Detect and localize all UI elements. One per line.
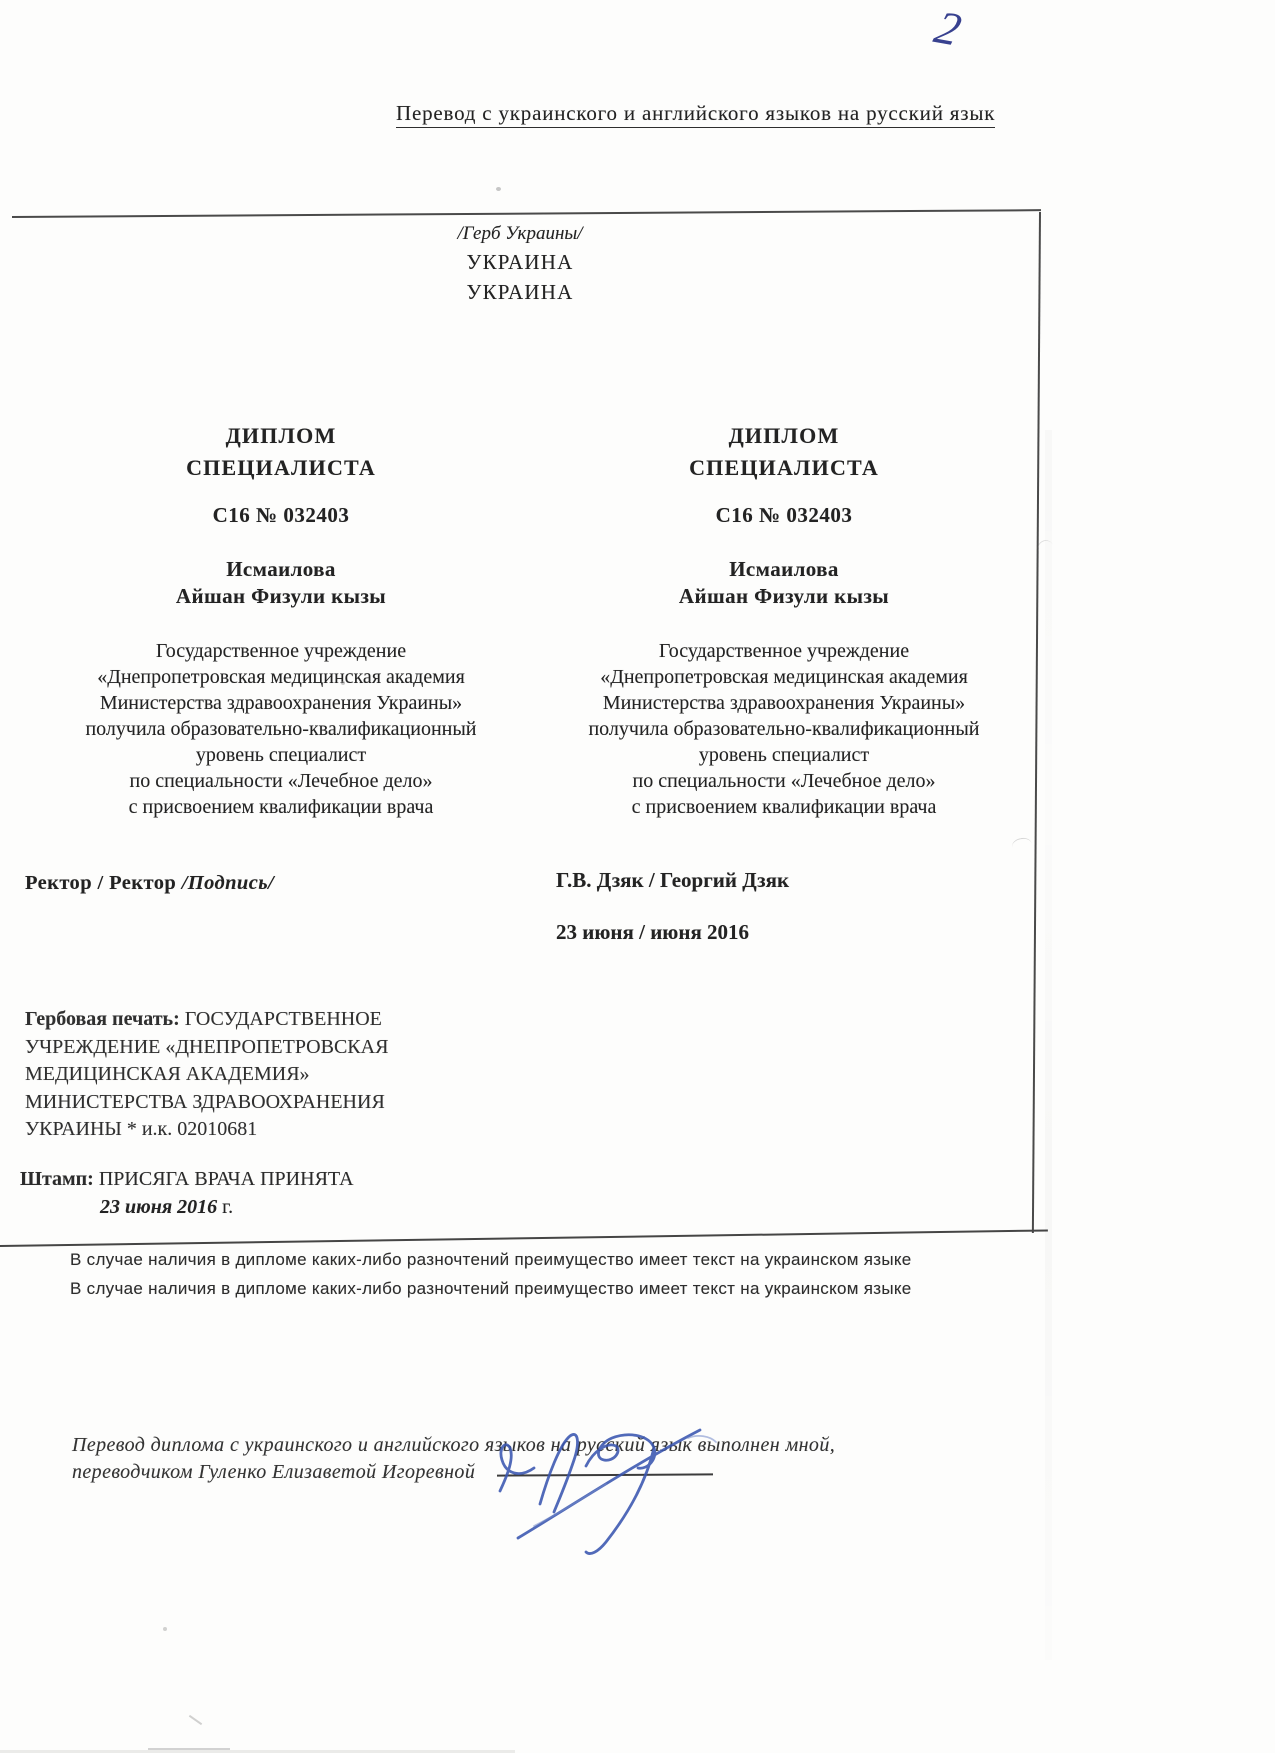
scan-speck xyxy=(341,681,345,685)
diploma-box-border-top xyxy=(12,209,1041,218)
rector-label: Ректор / Ректор xyxy=(25,872,177,894)
translation-direction-text: Перевод с украинского и английского языков на русский язык xyxy=(396,101,995,128)
emblem-section xyxy=(270,221,770,307)
diploma-body-right xyxy=(560,638,1008,820)
translation-direction-heading xyxy=(396,101,995,126)
graduate-name-left xyxy=(57,556,505,610)
body-line: по специальности «Лечебное дело» xyxy=(632,770,936,792)
country-name-line2: УКРАИНА xyxy=(466,280,574,304)
body-line: Государственное учреждение xyxy=(155,640,407,662)
disclaimer-line1: В случае наличия в дипломе каких-либо разночтений преимущество имеет текст на украинском языке xyxy=(70,1250,912,1269)
body-line: уровень специалист xyxy=(698,744,870,766)
scan-mark xyxy=(1011,836,1033,854)
body-line: Государственное учреждение xyxy=(658,640,910,662)
rector-name-right: Г.В. Дзяк / Георгий Дзяк xyxy=(556,868,790,892)
translator-note-line2: переводчиком Гуленко Елизаветой Игоревной xyxy=(72,1461,476,1483)
seal-transcription xyxy=(25,1006,465,1144)
graduate-name-right xyxy=(560,556,1008,610)
stamp-date-suffix: г. xyxy=(222,1196,234,1218)
graduate-surname: Исмаилова xyxy=(729,557,839,581)
diploma-title-left xyxy=(57,420,505,484)
seal-text-line2: УЧРЕЖДЕНИЕ «ДНЕПРОПЕТРОВСКАЯ xyxy=(25,1035,389,1058)
diploma-title-line1: ДИПЛОМ xyxy=(225,423,337,448)
body-line: по специальности «Лечебное дело» xyxy=(129,770,433,792)
disclaimer-line2: В случае наличия в дипломе каких-либо разночтений преимущество имеет текст на украинском языке xyxy=(70,1278,912,1298)
scan-speck xyxy=(496,187,501,191)
seal-text-line3: МЕДИЦИНСКАЯ АКАДЕМИЯ» xyxy=(25,1063,310,1085)
diploma-body-left xyxy=(57,638,505,820)
scan-mark xyxy=(189,1715,202,1725)
seal-label: Гербовая печать: xyxy=(25,1008,180,1030)
diploma-title-line2: СПЕЦИАЛИСТА xyxy=(186,455,376,480)
seal-text-line4: МИНИСТЕРСТВА ЗДРАВООХРАНЕНИЯ xyxy=(25,1090,385,1113)
scan-speck xyxy=(163,1627,167,1631)
graduate-given-names: Айшан Физули кызы xyxy=(678,584,890,608)
body-line: Министерства здравоохранения Украины» xyxy=(602,692,966,714)
body-line: с присвоением квалификации врача xyxy=(128,796,434,818)
discrepancy-disclaimer xyxy=(70,1246,1010,1303)
seal-text-line1: ГОСУДАРСТВЕННОЕ xyxy=(184,1008,382,1030)
handwritten-page-number: 2 xyxy=(929,1,967,57)
signature-placeholder-note: /Подпись/ xyxy=(181,872,275,894)
body-line: получила образовательно-квалификационный xyxy=(588,718,980,740)
diploma-serial-left: С16 № 032403 xyxy=(212,503,350,527)
stamp-text: ПРИСЯГА ВРАЧА ПРИНЯТА xyxy=(98,1168,354,1190)
diploma-box-border-bottom xyxy=(0,1229,1048,1247)
diploma-column-left xyxy=(57,420,505,820)
diploma-serial-right: С16 № 032403 xyxy=(715,503,853,527)
seal-text-line5: УКРАИНЫ * и.к. 02010681 xyxy=(25,1118,258,1140)
country-name-line1: УКРАИНА xyxy=(466,250,574,274)
graduate-given-names: Айшан Физули кызы xyxy=(175,584,387,608)
issue-date-right: 23 июня / июня 2016 xyxy=(556,920,750,944)
body-line: «Днепропетровская медицинская академия xyxy=(600,666,968,688)
translator-note-line1: Перевод диплома с украинского и английского языков на русский язык выполнен мной, xyxy=(72,1434,836,1456)
stamp-date: 23 июня 2016 xyxy=(100,1196,218,1218)
stamp-date-line xyxy=(100,1196,233,1219)
diploma-title-line1: ДИПЛОМ xyxy=(728,423,840,448)
body-line: уровень специалист xyxy=(195,744,367,766)
diploma-box-border-right xyxy=(1032,212,1041,1233)
body-line: получила образовательно-квалификационный xyxy=(85,718,477,740)
diploma-title-line2: СПЕЦИАЛИСТА xyxy=(689,455,879,480)
translator-signature xyxy=(478,1396,738,1566)
body-line: с присвоением квалификации врача xyxy=(631,796,937,818)
diploma-column-right xyxy=(560,420,1008,820)
diploma-title-right xyxy=(560,420,1008,484)
emblem-note: /Герб Украины/ xyxy=(457,223,583,244)
graduate-surname: Исмаилова xyxy=(226,557,336,581)
stamp-transcription xyxy=(20,1168,354,1191)
page-fold-shadow xyxy=(1045,430,1052,1660)
rector-signature-line-left xyxy=(25,872,274,895)
stamp-label: Штамп: xyxy=(20,1168,94,1190)
body-line: «Днепропетровская медицинская академия xyxy=(97,666,465,688)
body-line: Министерства здравоохранения Украины» xyxy=(99,692,463,714)
